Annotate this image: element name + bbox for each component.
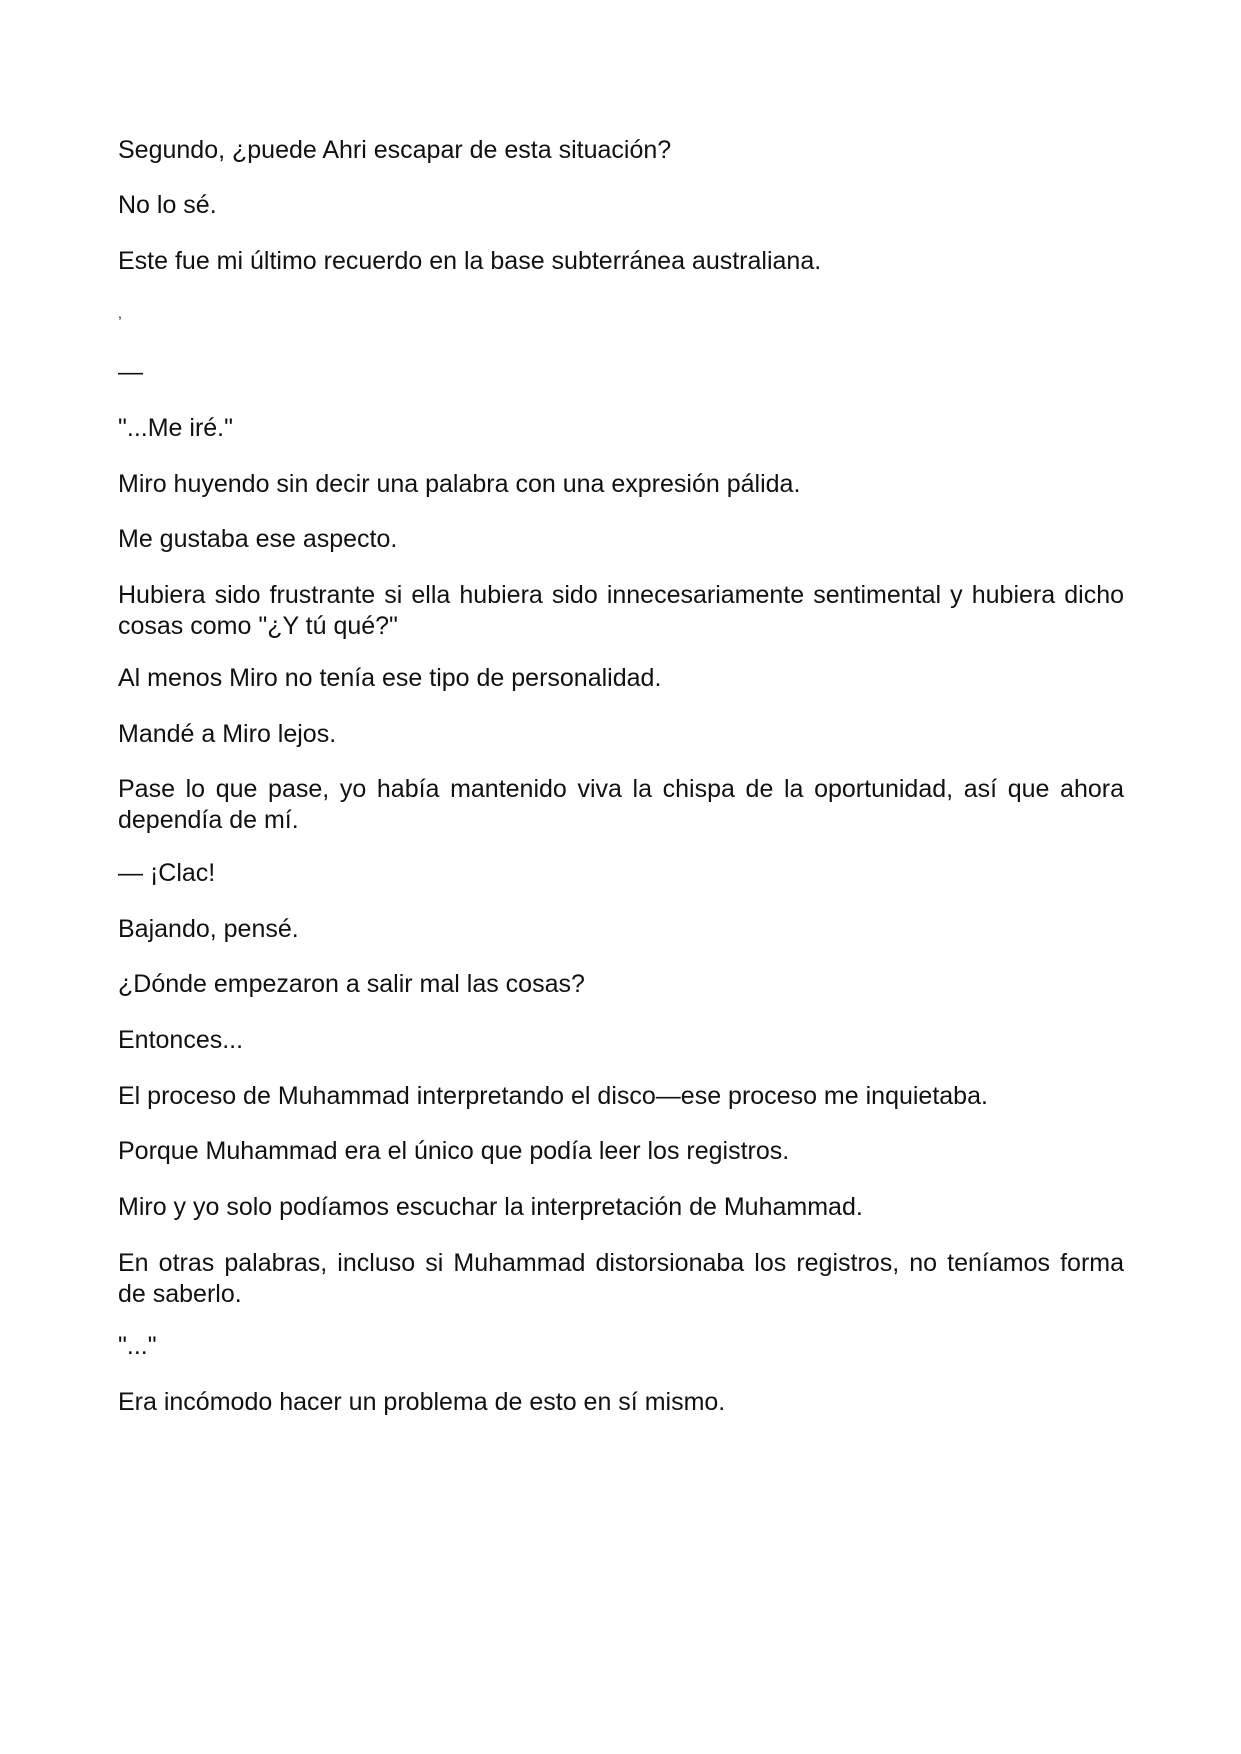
paragraph: — <box>118 358 143 386</box>
paragraph: Porque Muhammad era el único que podía leer los registros. <box>118 1137 790 1165</box>
paragraph: Era incómodo hacer un problema de esto en sí mismo. <box>118 1388 726 1416</box>
paragraph: "...Me iré." <box>118 414 233 442</box>
paragraph: Bajando, pensé. <box>118 915 299 943</box>
paragraph: Mandé a Miro lejos. <box>118 720 337 748</box>
paragraph: ¿Dónde empezaron a salir mal las cosas? <box>118 970 585 998</box>
paragraph: Hubiera sido frustrante si ella hubiera sido innecesariamente sentimental y hubiera dicho cosas como "¿Y tú qué?" <box>118 581 1124 640</box>
paragraph: Este fue mi último recuerdo en la base subterránea australiana. <box>118 247 822 275</box>
paragraph: Miro y yo solo podíamos escuchar la interpretación de Muhammad. <box>118 1193 863 1221</box>
paragraph: No lo sé. <box>118 191 217 219</box>
paragraph: El proceso de Muhammad interpretando el disco—ese proceso me inquietaba. <box>118 1082 988 1110</box>
paragraph: , <box>118 305 122 321</box>
paragraph: Miro huyendo sin decir una palabra con una expresión pálida. <box>118 470 801 498</box>
paragraph: Segundo, ¿puede Ahri escapar de esta situación? <box>118 136 672 164</box>
paragraph: — ¡Clac! <box>118 859 216 887</box>
paragraph: Me gustaba ese aspecto. <box>118 525 398 553</box>
paragraph: Pase lo que pase, yo había mantenido viva la chispa de la oportunidad, así que ahora dependía de mí. <box>118 775 1124 834</box>
paragraph: Al menos Miro no tenía ese tipo de personalidad. <box>118 664 662 692</box>
paragraph: En otras palabras, incluso si Muhammad distorsionaba los registros, no teníamos forma de saberlo. <box>118 1249 1124 1308</box>
paragraph: "..." <box>118 1332 157 1360</box>
paragraph: Entonces... <box>118 1026 244 1054</box>
